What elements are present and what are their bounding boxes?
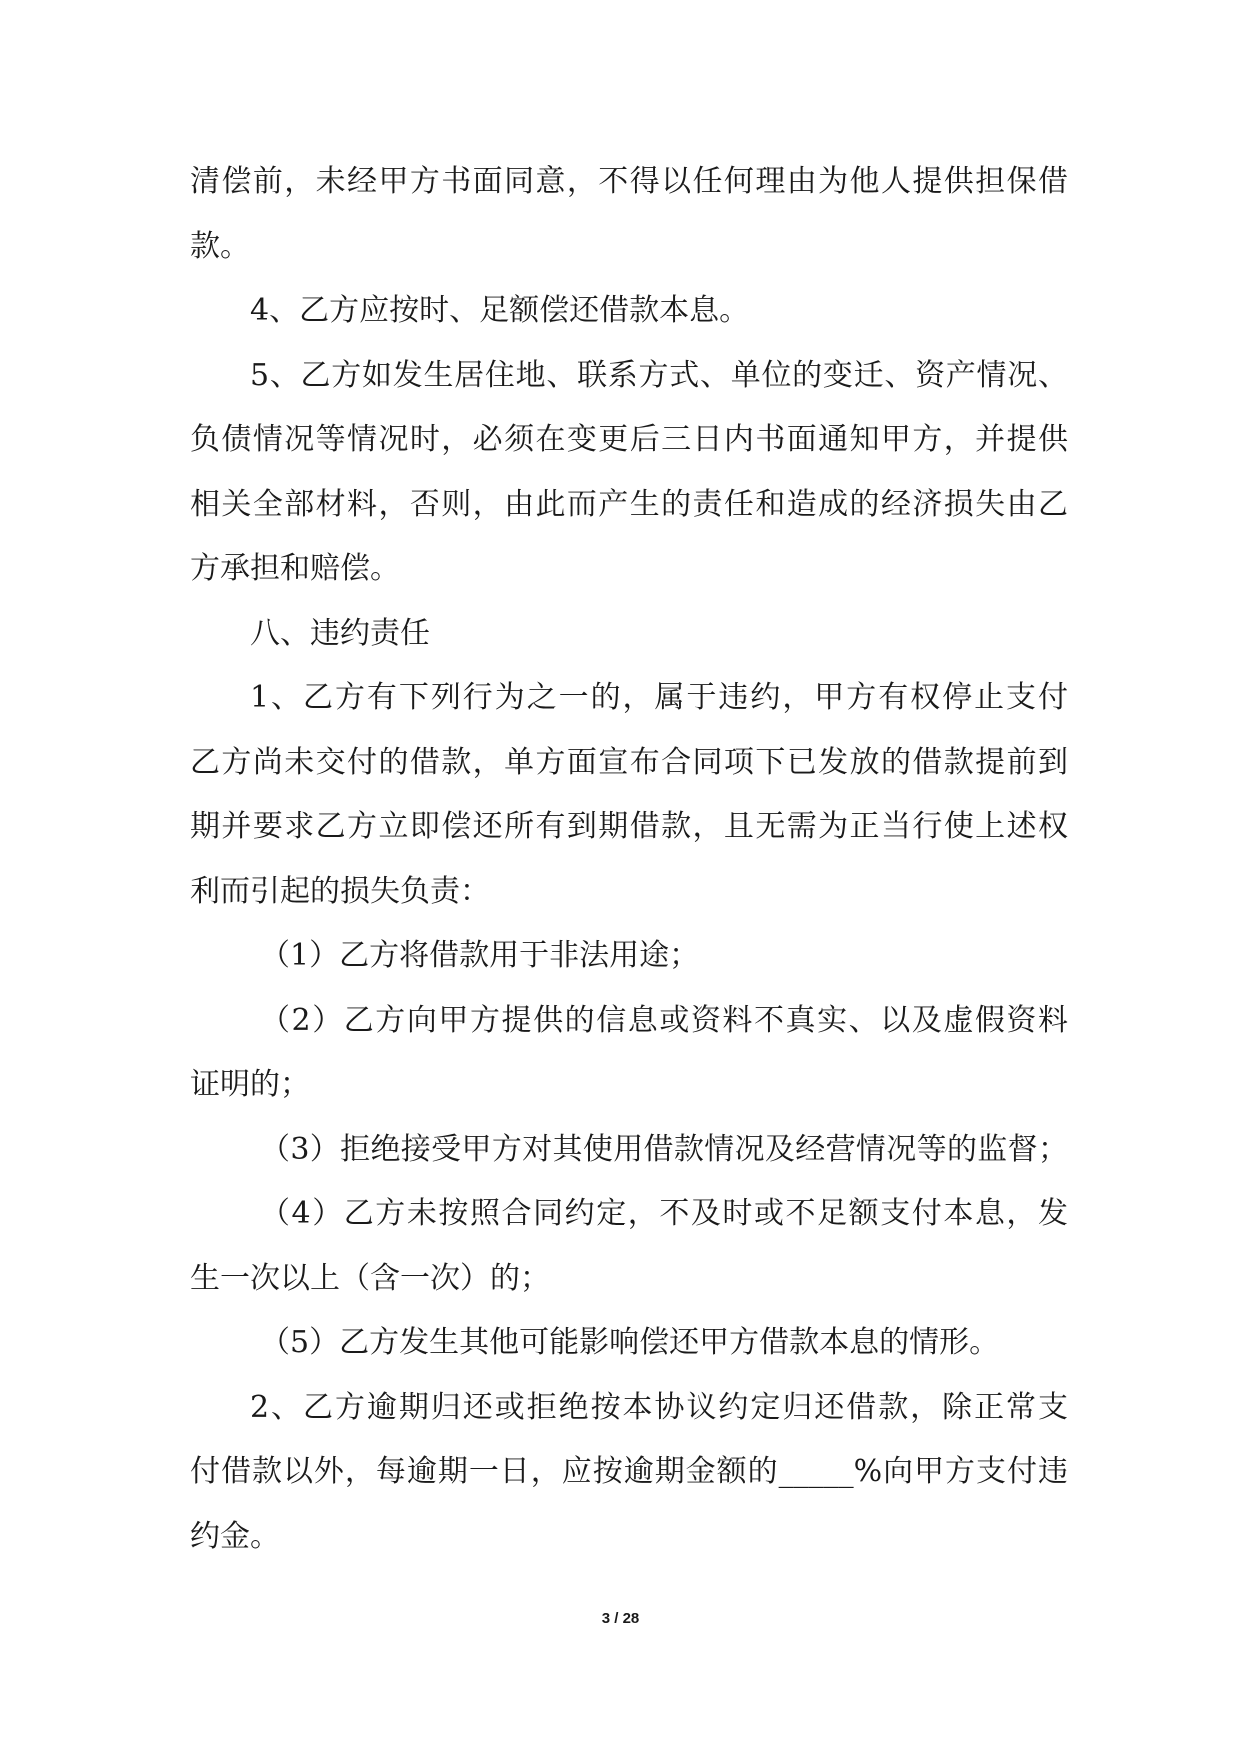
list-item: （5）乙方发生其他可能影响偿还甲方借款本息的情形。 — [260, 1325, 1000, 1360]
paragraph-line: 付借款以外，每逾期一日，应按逾期金额的_____%向甲方支付违 — [190, 1454, 1068, 1489]
paragraph-line: 2、乙方逾期归还或拒绝按本协议约定归还借款，除正常支 — [250, 1389, 1068, 1425]
paragraph-line: 1、乙方有下列行为之一的，属于违约，甲方有权停止支付 — [250, 680, 1068, 715]
paragraph-line: 相关全部材料，否则，由此而产生的责任和造成的经济损失由乙 — [190, 486, 1068, 522]
paragraph-line: 方承担和赔偿。 — [190, 551, 400, 586]
list-item: 生一次以上（含一次）的； — [190, 1260, 550, 1296]
paragraph-line: 4、乙方应按时、足额偿还借款本息。 — [250, 293, 750, 328]
paragraph-line: 期并要求乙方立即偿还所有到期借款，且无需为正当行使上述权 — [190, 809, 1068, 844]
paragraph-line: 乙方尚未交付的借款，单方面宣布合同项下已发放的借款提前到 — [190, 744, 1068, 780]
paragraph-line: 负债情况等情况时，必须在变更后三日内书面通知甲方，并提供 — [190, 422, 1068, 457]
paragraph-line: 利而引起的损失负责： — [190, 873, 490, 909]
paragraph-line: 款。 — [190, 228, 250, 264]
list-item: （4）乙方未按照合同约定，不及时或不足额支付本息，发 — [260, 1196, 1068, 1231]
list-item: （2）乙方向甲方提供的信息或资料不真实、以及虚假资料 — [260, 1002, 1068, 1038]
list-item: 证明的； — [190, 1067, 310, 1102]
list-item: （3）拒绝接受甲方对其使用借款情况及经营情况等的监督； — [260, 1131, 1068, 1167]
paragraph-line: 约金。 — [190, 1518, 280, 1554]
section-heading: 八、违约责任 — [250, 615, 430, 651]
paragraph-line: 5、乙方如发生居住地、联系方式、单位的变迁、资产情况、 — [250, 357, 1068, 393]
document-body — [190, 150, 1068, 1569]
paragraph-line: 清偿前，未经甲方书面同意，不得以任何理由为他人提供担保借 — [190, 164, 1068, 199]
list-item: （1）乙方将借款用于非法用途； — [260, 938, 700, 973]
page-number: 3 / 28 — [601, 1610, 640, 1627]
